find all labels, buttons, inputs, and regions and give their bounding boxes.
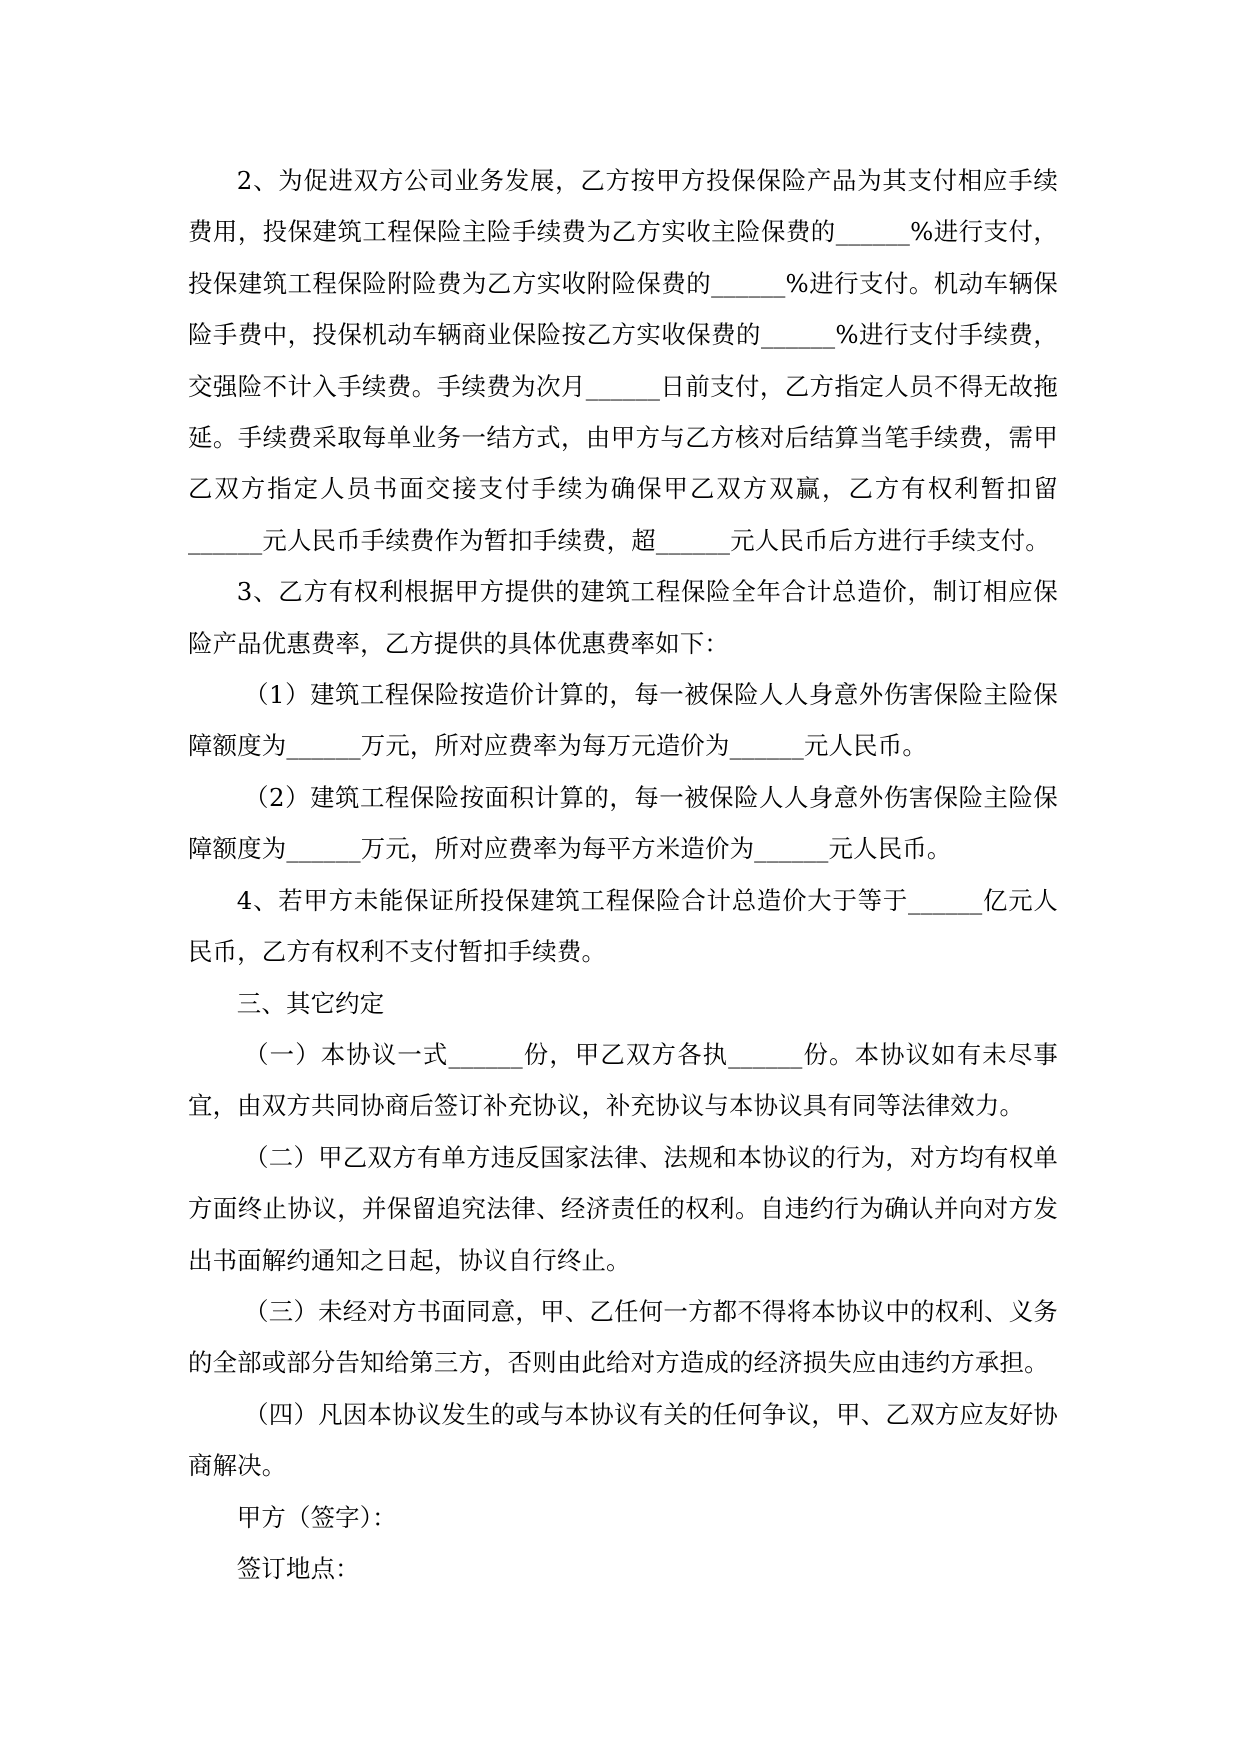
party-a-signature-line: 甲方（签字）： [236,1502,397,1532]
other-terms-3: （三）未经对方书面同意，甲、乙任何一方都不得将本协议中的权利、义务的全部或部分告知给第三方，否则由此给对方造成的经济损失应由违约方承担。 [188,1296,1058,1378]
other-terms-1: （一）本协议一式______份，甲乙双方各执______份。本协议如有未尽事宜，由双方共同协商后签订补充协议，补充协议与本协议具有同等法律效力。 [188,1039,1058,1121]
clause-4-minimum-cost: 4、若甲方未能保证所投保建筑工程保险合计总造价大于等于______亿元人民币，乙方有权利不支付暂扣手续费。 [188,885,1058,967]
clause-3-discount-rates: 3、乙方有权利根据甲方提供的建筑工程保险全年合计总造价，制订相应保险产品优惠费率，乙方提供的具体优惠费率如下： [188,577,1058,658]
document-body [188,155,1058,1594]
section-3-heading: 三、其它约定 [236,988,385,1018]
other-terms-2: （二）甲乙双方有单方违反国家法律、法规和本协议的行为，对方均有权单方面终止协议，并保留追究法律、经济责任的权利。自违约行为确认并向对方发出书面解约通知之日起，协议自行终止。 [188,1142,1058,1275]
clause-2-commission: 2、为促进双方公司业务发展，乙方按甲方投保保险产品为其支付相应手续费用，投保建筑工程保险主险手续费为乙方实收主险保费的______%进行支付，投保建筑工程保险附险费为乙方实收附险保费的______%进行支付。机动车辆保险手费中，投保机动车辆商业保险按乙方实收保费的______%进行支付手续费，交强险不计入手续费。手续费为次月______日前支付，乙方指定人员不得无故拖延。手续费采取每单业务一结方式，由甲方与乙方核对后结算当笔手续费，需甲乙双方指定人员书面交接支付手续为确保甲乙双方双赢，乙方有权利暂扣留______元人民币手续费作为暂扣手续费，超______元人民币后方进行手续支付。 [188,166,1058,555]
signing-location-line: 签订地点： [236,1553,360,1583]
clause-3-item-2: （2）建筑工程保险按面积计算的，每一被保险人人身意外伤害保险主险保障额度为______万元，所对应费率为每平方米造价为______元人民币。 [188,782,1058,864]
other-terms-4: （四）凡因本协议发生的或与本协议有关的任何争议，甲、乙双方应友好协商解决。 [188,1399,1058,1481]
clause-3-item-1: （1）建筑工程保险按造价计算的，每一被保险人人身意外伤害保险主险保障额度为______万元，所对应费率为每万元造价为______元人民币。 [188,680,1058,761]
